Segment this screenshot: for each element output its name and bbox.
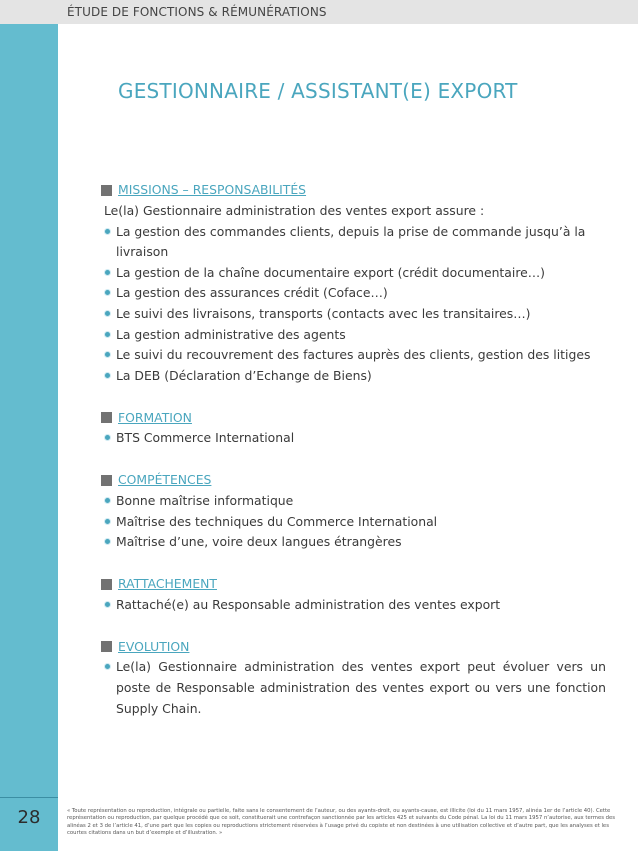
sidebar-band [0, 0, 58, 851]
circle-bullet-icon [104, 663, 111, 670]
circle-bullet-icon [104, 434, 111, 441]
circle-bullet-icon [104, 351, 111, 358]
section-title: COMPÉTENCES [118, 472, 212, 488]
footer-rule [0, 797, 58, 798]
header-bar [0, 0, 638, 24]
list-item: La gestion de la chaîne documentaire export (crédit documentaire…) [101, 263, 606, 284]
list-item: La gestion des assurances crédit (Coface…) [101, 283, 606, 304]
list-item: Maîtrise d’une, voire deux langues étrangères [101, 532, 606, 553]
list-item: BTS Commerce International [101, 428, 606, 449]
list-item: Le suivi du recouvrement des factures auprès des clients, gestion des litiges [101, 345, 606, 366]
list-item: La DEB (Déclaration d’Echange de Biens) [101, 366, 606, 387]
section-heading [101, 470, 606, 491]
square-bullet-icon [101, 412, 112, 423]
legal-notice: « Toute représentation ou reproduction, intégrale ou partielle, faite sans le consentement de l’auteur, ou des ayants-droit, ou ayants-cause, est illicite (loi du 11 mars 1957, alinéa 1er de l’article 40). Cette représentation ou reproduction, par quelque procédé que ce soit, constituerait une contrefaçon sanctionnée par les articles 425 et suivants du Code pénal. La loi du 11 mars 1957 n’autorise, aux termes des alinéas 2 et 3 de l’article 41, d’une part que les copies ou reproductions strictement réservées à l’usage privé du copiste et non destinées à une utilisation collective et d’autre part, que les analyses et les courtes citations dans un but d’exemple et d’illustration. » [67, 808, 616, 837]
square-bullet-icon [101, 475, 112, 486]
section-rattachement [101, 574, 606, 616]
page-number: 28 [17, 807, 41, 828]
list-item: Rattaché(e) au Responsable administration des ventes export [101, 595, 606, 616]
section-heading [101, 574, 606, 595]
section-title: EVOLUTION [118, 638, 190, 654]
section-title: FORMATION [118, 409, 192, 425]
circle-bullet-icon [104, 331, 111, 338]
list-item: La gestion administrative des agents [101, 325, 606, 346]
circle-bullet-icon [104, 518, 111, 525]
section-heading [101, 180, 606, 201]
square-bullet-icon [101, 641, 112, 652]
page-title: GESTIONNAIRE / ASSISTANT(E) EXPORT [118, 79, 518, 103]
list-item: Maîtrise des techniques du Commerce International [101, 512, 606, 533]
section-title: MISSIONS – RESPONSABILITÉS [118, 182, 307, 198]
list-item: Bonne maîtrise informatique [101, 491, 606, 512]
section-evolution [101, 636, 606, 719]
running-header: ÉTUDE DE FONCTIONS & RÉMUNÉRATIONS [67, 5, 327, 19]
section-heading [101, 407, 606, 428]
circle-bullet-icon [104, 228, 111, 235]
circle-bullet-icon [104, 601, 111, 608]
section-title: RATTACHEMENT [118, 575, 217, 591]
section-missions [101, 180, 606, 386]
list-item: Le suivi des livraisons, transports (contacts avec les transitaires…) [101, 304, 606, 325]
main-content [101, 180, 606, 740]
circle-bullet-icon [104, 310, 111, 317]
section-competences [101, 470, 606, 553]
list-item: Le(la) Gestionnaire administration des ventes export peut évoluer vers un poste de Responsable administration des ventes export ou vers une fonction Supply Chain. [101, 657, 606, 719]
square-bullet-icon [101, 185, 112, 196]
circle-bullet-icon [104, 372, 111, 379]
section-intro: Le(la) Gestionnaire administration des ventes export assure : [104, 203, 485, 218]
circle-bullet-icon [104, 269, 111, 276]
circle-bullet-icon [104, 289, 111, 296]
section-heading [101, 636, 606, 657]
circle-bullet-icon [104, 538, 111, 545]
section-formation [101, 407, 606, 449]
circle-bullet-icon [104, 497, 111, 504]
list-item: La gestion des commandes clients, depuis la prise de commande jusqu’à la livraison [101, 222, 606, 263]
square-bullet-icon [101, 579, 112, 590]
